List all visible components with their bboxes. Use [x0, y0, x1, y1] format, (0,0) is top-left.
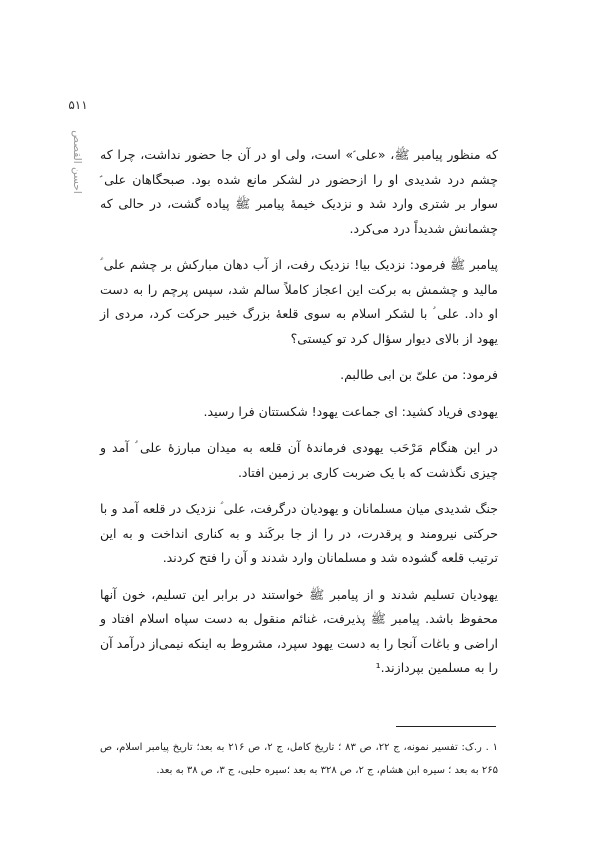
running-header-text: احسن القصص: [71, 130, 83, 194]
page-number: ۵۱۱: [68, 98, 88, 112]
paragraph: پیامبر ﷺ فرمود: نزدیک بیا! نزدیک رفت، از آب دهان مبارکش بر چشم علی ؑ مالید و چشمش به برکت این اعجاز کاملاً سالم شد، سپس پرچم را به دست او داد. علی ؑ با لشکر اسلام به سوی قلعهٔ بزرگ خیبر حرکت کرد، مردی از یهود از بالای دیوار سؤال کرد تو کیستی؟: [100, 257, 498, 346]
paragraph: یهودی فریاد کشید: ای جماعت یهود! شکستتان فرا رسید.: [203, 403, 498, 419]
paragraph: یهودیان تسلیم شدند و از پیامبر ﷺ خواستند در برابر این تسلیم، خون آنها محفوظ باشد. پیامبر ﷺ پذیرفت، غنائم منقول به دست سپاه اسلام افتاد و اراضی و باغات آنجا را به دست یهود سپرد، مشروط به اینکه نیمی‌از درآمد آن را به مسلمین بپردازند.¹: [100, 586, 498, 675]
footnote: ۱ . ر.ک: تفسیر نمونه، ج ۲۲، ص ۸۳ ؛ تاریخ کامل، ج ۲، ص ۲۱۶ به بعد؛ تاریخ پیامبر اسلام، ص ۲۶۵ به بعد ؛ سیره ابن هشام، ج ۲، ص ۳۲۸ به بعد ؛سیره حلبی، ج ۳، ص ۳۸ به بعد.: [100, 742, 498, 776]
paragraph: در این هنگام مَرْحَب یهودی فرماندهٔ آن قلعه به میدان مبارزهٔ علی ؑ آمد و چیزی نگذشت که با یک ضربت کاری بر زمین افتاد.: [100, 440, 498, 480]
body-text: [100, 143, 498, 693]
paragraph: که منظور پیامبر ﷺ، «علی ؑ» است، ولی او در آن جا حضور نداشت، چرا که چشم درد شدیدی او را ازحضور در لشکر مانع شده بود. صبحگاهان علی ؑ سوار بر شتری وارد شد و نزدیک خیمهٔ پیامبر ﷺ پیاده گشت، در حالی که چشمانش شدیداً درد می‌کرد.: [100, 147, 498, 236]
paragraph: جنگ شدیدی میان مسلمانان و یهودیان درگرفت، علی ؑ نزدیک در قلعه آمد و با حرکتی نیرومند و پرقدرت، در را از جا برکَند و به کناری انداخت و به این ترتیب قلعه گشوده شد و مسلمانان وارد شدند و آن را فتح کردند.: [100, 501, 498, 565]
paragraph: فرمود: من علیّ بن ابی طالبم.: [340, 367, 498, 382]
footnote-divider: [396, 726, 496, 727]
footnotes: [100, 736, 498, 782]
running-header: [66, 122, 88, 202]
